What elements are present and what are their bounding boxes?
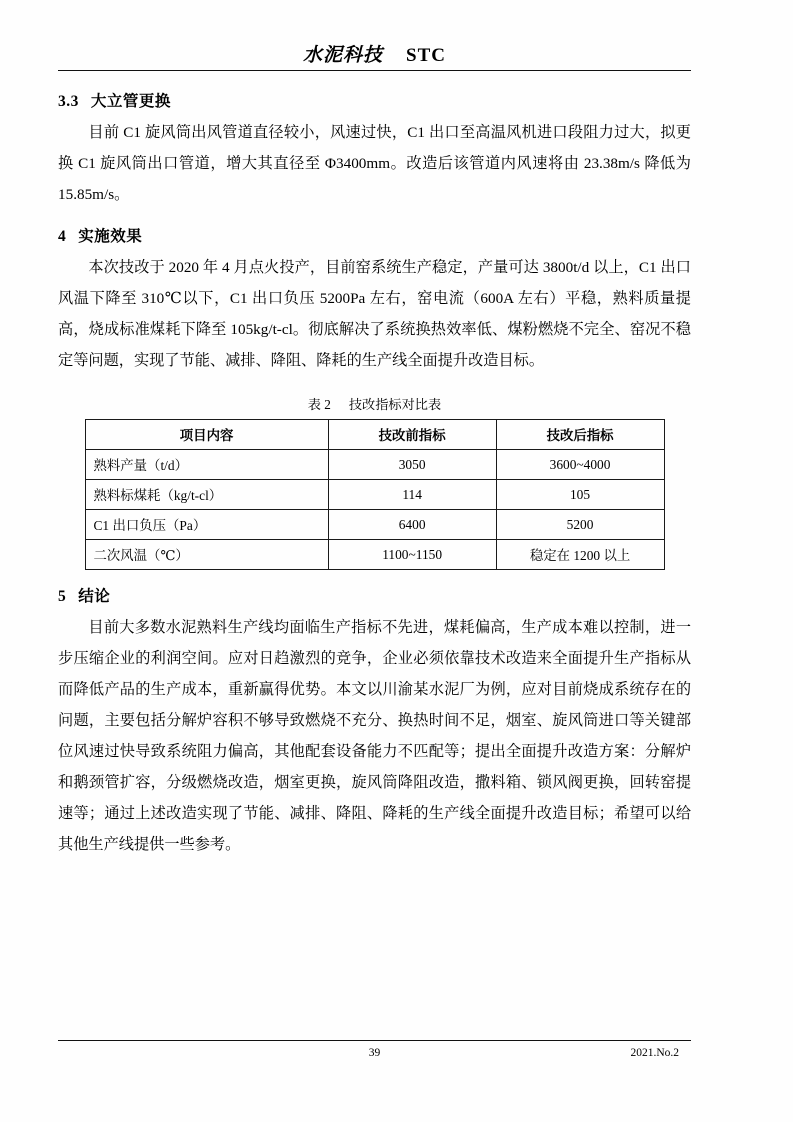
page-number: 39 — [368, 1047, 381, 1059]
section-heading-5 — [58, 584, 691, 606]
header-divider — [58, 70, 691, 71]
comparison-table — [85, 419, 665, 570]
table-cell-r0c2: 3600~4000 — [496, 450, 664, 480]
table-cell-r1c1: 114 — [328, 480, 496, 510]
page-content — [58, 40, 691, 860]
table-row — [85, 510, 664, 540]
table-cell-r3c1: 1100~1150 — [328, 540, 496, 570]
table-row — [85, 480, 664, 510]
section-title-5: 结论 — [78, 588, 111, 605]
running-header — [58, 40, 691, 75]
table-cell-r2c2: 5200 — [496, 510, 664, 540]
issue-label: 2021.No.2 — [630, 1047, 679, 1059]
table-header-cell-2: 技改后指标 — [496, 420, 664, 450]
footer-row — [58, 1047, 691, 1067]
table-caption-label: 表 2 — [307, 397, 331, 412]
table-cell-r3c2: 稳定在 1200 以上 — [496, 540, 664, 570]
table-cell-r0c0: 熟料产量（t/d） — [85, 450, 328, 480]
table-header-cell-0: 项目内容 — [85, 420, 328, 450]
section-heading-3-3 — [58, 89, 691, 111]
table-header-row — [85, 420, 664, 450]
footer-divider — [58, 1040, 691, 1041]
journal-title-en: STC — [406, 45, 446, 66]
journal-title-cn: 水泥科技 — [303, 45, 384, 66]
table-caption — [58, 394, 691, 413]
section-number-5: 5 — [58, 588, 67, 605]
section-number-4: 4 — [58, 228, 67, 245]
table-cell-r1c0: 熟料标煤耗（kg/t-cl） — [85, 480, 328, 510]
table-row — [85, 540, 664, 570]
section-number-3-3: 3.3 — [58, 93, 79, 110]
paragraph-4-1: 本次技改于 2020 年 4 月点火投产，目前窑系统生产稳定，产量可达 3800t/d 以上，C1 出口风温下降至 310℃以下，C1 出口负压 5200Pa 左右，窑电流（600A 左右）平稳，熟料质量提高，烧成标准煤耗下降至 105kg/t-cl。彻底解决了系统换热效率低、煤粉燃烧不完全、窑况不稳定等问题，实现了节能、减排、降阻、降耗的生产线全面提升改造目标。 — [58, 259, 691, 369]
journal-title — [58, 40, 691, 67]
table-cell-r2c0: C1 出口负压（Pa） — [85, 510, 328, 540]
table-caption-title: 技改指标对比表 — [348, 397, 442, 412]
section-title-4: 实施效果 — [78, 228, 143, 245]
section-title-3-3: 大立管更换 — [90, 93, 171, 110]
running-footer — [58, 1040, 691, 1067]
paragraph-5-1: 目前大多数水泥熟料生产线均面临生产指标不先进，煤耗偏高，生产成本难以控制，进一步压缩企业的利润空间。应对日趋激烈的竞争，企业必须依靠技术改造来全面提升生产指标从而降低产品的生产成本，重新赢得优势。本文以川渝某水泥厂为例，应对目前烧成系统存在的问题，主要包括分解炉容积不够导致燃烧不充分、换热时间不足，烟室、旋风筒进口等关键部位风速过快导致系统阻力偏高，其他配套设备能力不匹配等；提出全面提升改造方案：分解炉和鹅颈管扩容，分级燃烧改造，烟室更换，旋风筒降阻改造，撒料箱、锁风阀更换，回转窑提速等；通过上述改造实现了节能、减排、降阻、降耗的生产线全面提升改造目标；希望可以给其他生产线提供一些参考。 — [58, 619, 691, 853]
table-header-cell-1: 技改前指标 — [328, 420, 496, 450]
section-heading-4 — [58, 224, 691, 246]
table-cell-r0c1: 3050 — [328, 450, 496, 480]
table-cell-r1c2: 105 — [496, 480, 664, 510]
table-cell-r3c0: 二次风温（℃） — [85, 540, 328, 570]
paragraph-3-3-1: 目前 C1 旋风筒出风管道直径较小，风速过快，C1 出口至高温风机进口段阻力过大，拟更换 C1 旋风筒出口管道，增大其直径至 Φ3400mm。改造后该管道内风速将由 23.38m/s 降低为 15.85m/s。 — [58, 124, 691, 203]
table-cell-r2c1: 6400 — [328, 510, 496, 540]
table-row — [85, 450, 664, 480]
